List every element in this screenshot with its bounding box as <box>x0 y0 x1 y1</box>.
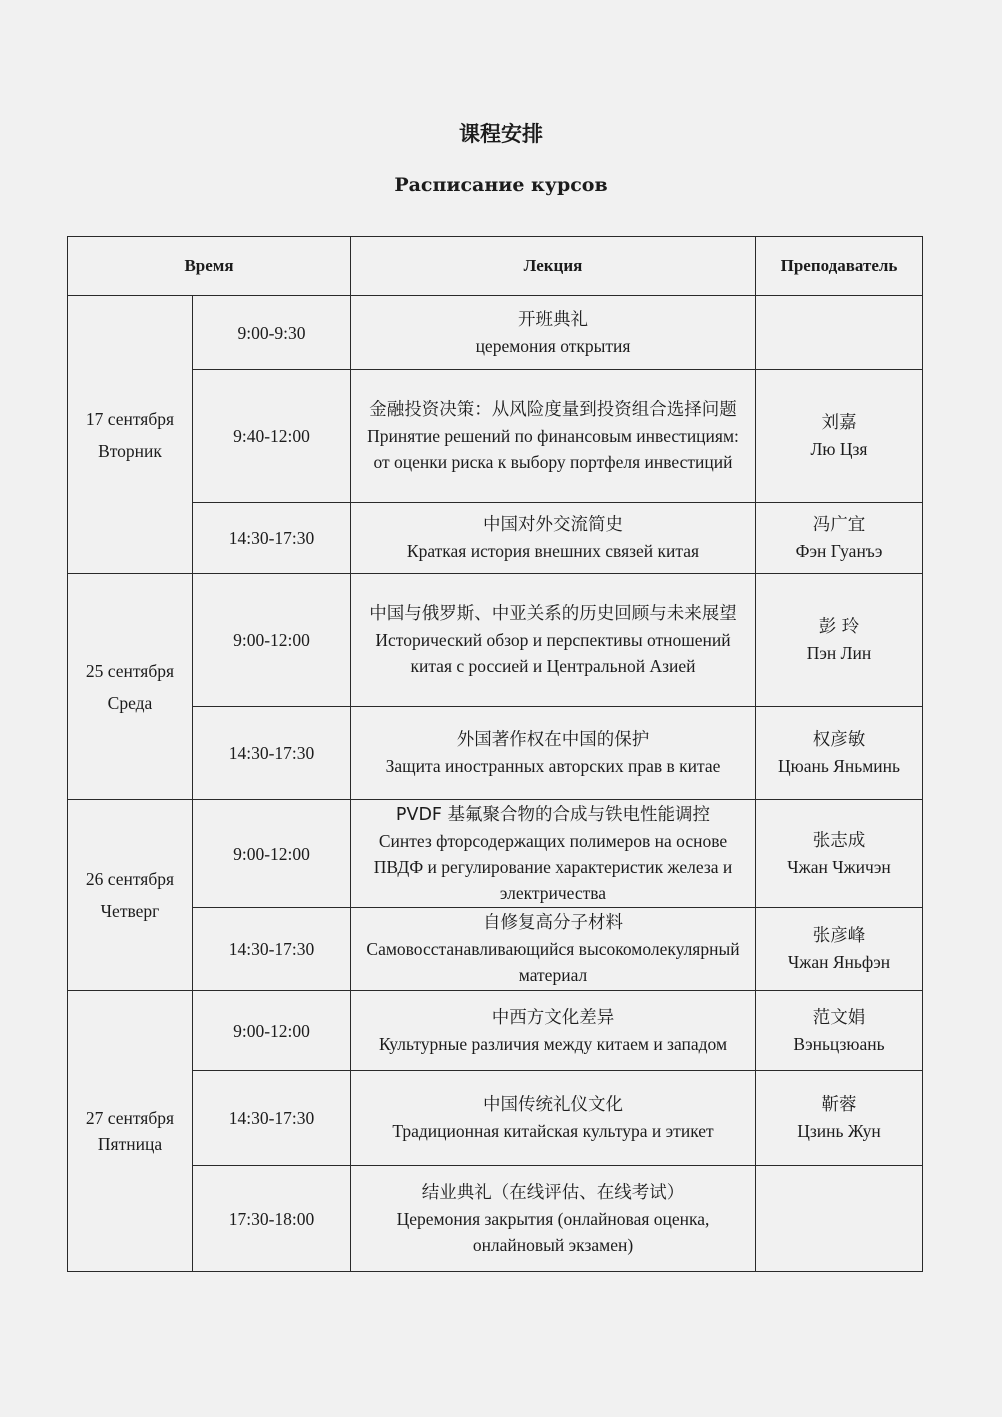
lecture-title-chinese: 金融投资决策：从风险度量到投资组合选择问题 <box>369 400 737 420</box>
teacher-cell <box>756 991 923 1071</box>
lecture-title-russian: церемония открытия <box>475 335 631 356</box>
teacher-cell <box>756 1166 923 1272</box>
table-row <box>68 370 923 503</box>
lecture-title-russian: Культурные различия между китаем и западом <box>378 1033 728 1054</box>
lecture-cell <box>351 503 756 574</box>
lecture-title-chinese: 中西方文化差异 <box>491 1007 615 1028</box>
lecture-title-russian: Церемония закрытия (онлайновая оценка, онлайновый экзамен) <box>396 1208 710 1255</box>
day-date: 27 сентября <box>85 1108 175 1128</box>
teacher-name-russian: Фэн Гуанъэ <box>795 541 883 561</box>
lecture-cell <box>351 1071 756 1166</box>
lecture-title-chinese: PVDF 基氟聚合物的合成与铁电性能调控 <box>395 804 711 825</box>
teacher-name-chinese: 张志成 <box>812 830 866 851</box>
time-cell: 14:30-17:30 <box>193 503 351 574</box>
lecture-title-russian: Краткая история внешних связей китая <box>406 541 700 561</box>
day-date: 26 сентября <box>85 869 175 889</box>
time-cell: 9:00-12:00 <box>193 574 351 707</box>
teacher-cell <box>756 800 923 908</box>
table-row <box>68 800 923 908</box>
table-row <box>68 1166 923 1272</box>
time-cell: 17:30-18:00 <box>193 1166 351 1272</box>
day-cell <box>68 574 193 800</box>
time-cell: 14:30-17:30 <box>193 1071 351 1166</box>
lecture-title-chinese: 中国对外交流简史 <box>483 515 623 535</box>
lecture-cell <box>351 991 756 1071</box>
teacher-name-russian: Чжан Яньфэн <box>787 952 891 972</box>
teacher-name-chinese: 靳蓉 <box>821 1095 857 1115</box>
lecture-cell <box>351 296 756 370</box>
lecture-title-chinese: 开班典礼 <box>518 309 588 330</box>
teacher-name-chinese: 权彦敏 <box>812 730 866 750</box>
table-row <box>68 574 923 707</box>
table-row <box>68 908 923 991</box>
day-cell <box>68 296 193 574</box>
lecture-cell <box>351 574 756 707</box>
header-time: Время <box>68 237 351 296</box>
lecture-title-chinese: 中国传统礼仪文化 <box>483 1095 623 1115</box>
teacher-name-chinese: 范文娟 <box>812 1007 866 1028</box>
lecture-title-russian: Самовосстанавливающийся высокомолекулярный материал <box>366 939 740 985</box>
lecture-title-chinese: 自修复高分子材料 <box>483 913 623 933</box>
day-date: 17 сентября <box>85 408 175 429</box>
teacher-cell <box>756 707 923 800</box>
teacher-cell <box>756 296 923 370</box>
lecture-cell <box>351 800 756 908</box>
teacher-name-chinese: 张彦峰 <box>812 926 866 946</box>
teacher-name-russian: Цюань Яньминь <box>777 756 900 776</box>
table-row <box>68 991 923 1071</box>
time-cell: 9:00-12:00 <box>193 800 351 908</box>
lecture-cell <box>351 1166 756 1272</box>
teacher-name-chinese: 彭 玲 <box>818 617 860 637</box>
day-weekday: Четверг <box>100 901 160 921</box>
lecture-title-russian: Исторический обзор и перспективы отношений китая с россией и Центральной Азией <box>375 630 731 676</box>
teacher-name-russian: Лю Цзя <box>810 439 868 459</box>
table-row <box>68 503 923 574</box>
day-weekday: Среда <box>107 692 153 713</box>
lecture-title-chinese: 外国著作权在中国的保护 <box>456 730 650 750</box>
schedule-table <box>67 236 923 1272</box>
teacher-name-chinese: 刘嘉 <box>821 413 857 433</box>
document-title-russian: Расписание курсов <box>394 174 608 196</box>
lecture-cell <box>351 908 756 991</box>
lecture-title-russian: Защита иностранных авторских прав в китае <box>385 756 721 776</box>
teacher-cell <box>756 908 923 991</box>
day-weekday: Вторник <box>98 440 162 461</box>
lecture-title-russian: Традиционная китайская культура и этикет <box>392 1121 714 1141</box>
time-cell: 14:30-17:30 <box>193 707 351 800</box>
table-row <box>68 296 923 370</box>
teacher-name-russian: Вэньцзюань <box>793 1033 885 1054</box>
day-cell <box>68 991 193 1272</box>
lecture-title-chinese: 中国与俄罗斯、中亚关系的历史回顾与未来展望 <box>369 604 737 624</box>
header-lecture: Лекция <box>351 237 756 296</box>
teacher-name-chinese: 冯广宜 <box>812 515 866 535</box>
teacher-cell <box>756 574 923 707</box>
teacher-cell <box>756 370 923 503</box>
teacher-name-russian: Цзинь Жун <box>797 1121 881 1141</box>
teacher-name-russian: Чжан Чжичэн <box>787 856 891 877</box>
lecture-cell <box>351 370 756 503</box>
header-teacher: Преподаватель <box>756 237 923 296</box>
teacher-cell <box>756 1071 923 1166</box>
time-cell: 14:30-17:30 <box>193 908 351 991</box>
table-row <box>68 707 923 800</box>
day-weekday: Пятница <box>97 1134 163 1154</box>
lecture-title-chinese: 结业典礼（在线评估、在线考试） <box>421 1182 685 1203</box>
day-date: 25 сентября <box>85 660 175 681</box>
lecture-cell <box>351 707 756 800</box>
time-cell: 9:00-9:30 <box>193 296 351 370</box>
lecture-title-russian: Принятие решений по финансовым инвестициям: от оценки риска к выбору портфеля инвестиций <box>367 426 739 472</box>
teacher-name-russian: Пэн Лин <box>806 643 872 663</box>
lecture-title-russian: Синтез фторсодержащих полимеров на основе ПВДФ и регулирование характеристик железа и электричества <box>373 830 733 903</box>
day-cell <box>68 800 193 991</box>
table-row <box>68 1071 923 1166</box>
header-row <box>68 237 923 296</box>
teacher-cell <box>756 503 923 574</box>
time-cell: 9:00-12:00 <box>193 991 351 1071</box>
document-title-chinese: 课程安排 <box>459 121 543 146</box>
time-cell: 9:40-12:00 <box>193 370 351 503</box>
